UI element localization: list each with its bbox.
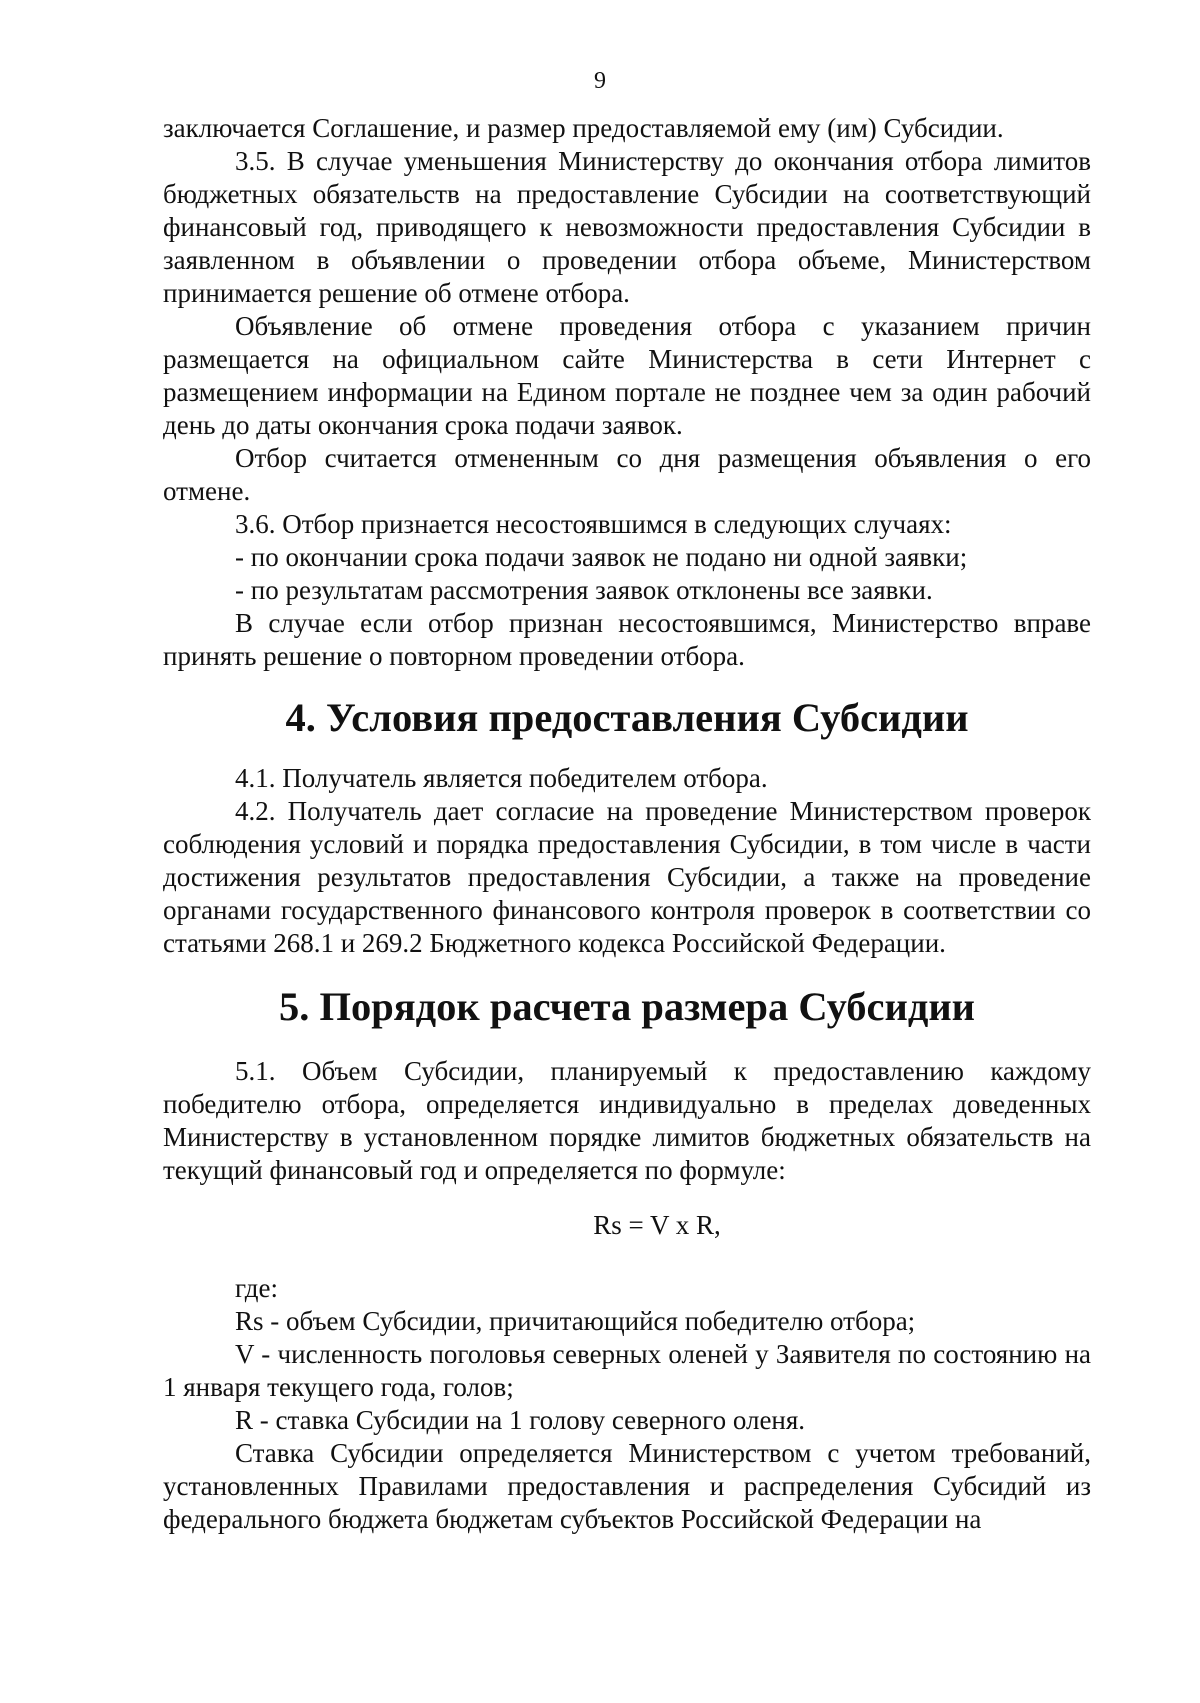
paragraph-4-2: 4.2. Получатель дает согласие на проведение Министерством проверок соблюдения условий и порядка предоставления Субсидии, в том числе в части достижения результатов предоставления Субсидии, а также на проведение органами государственного финансового контроля проверок в соответствии со статьями 268.1 и 269.2 Бюджетного кодекса Российской Федерации. bbox=[163, 796, 1091, 958]
page-content bbox=[163, 112, 1091, 1536]
section-5-heading: 5. Порядок расчета размера Субсидии bbox=[278, 984, 975, 1029]
paragraph-cancel-effective: Отбор считается отмененным со дня размещения объявления о его отмене. bbox=[163, 443, 1091, 506]
paragraph-repeat-selection: В случае если отбор признан несостоявшимся, Министерство вправе принять решение о повторном проведении отбора. bbox=[163, 608, 1091, 671]
paragraph-5-1: 5.1. Объем Субсидии, планируемый к предоставлению каждому победителю отбора, определяется индивидуально в пределах доведенных Министерству в установленном порядке лимитов бюджетных обязательств на текущий финансовый год и определяется по формуле: bbox=[163, 1056, 1091, 1185]
paragraph-cancel-announcement: Объявление об отмене проведения отбора с указанием причин размещается на официальном сайте Министерства в сети Интернет с размещением информации на Едином портале не позднее чем за один рабочий день до даты окончания срока подачи заявок. bbox=[163, 311, 1091, 440]
page-number: 9 bbox=[594, 68, 606, 94]
definition-r: R - ставка Субсидии на 1 голову северного оленя. bbox=[235, 1405, 806, 1435]
list-item-no-applications: - по окончании срока подачи заявок не подано ни одной заявки; bbox=[235, 542, 968, 572]
paragraph-3-6: 3.6. Отбор признается несостоявшимся в следующих случаях: bbox=[235, 509, 952, 539]
formula: Rs = V x R, bbox=[593, 1210, 721, 1240]
formula-where-label: где: bbox=[235, 1273, 278, 1303]
section-4-heading: 4. Условия предоставления Субсидии bbox=[285, 695, 969, 740]
paragraph-3-5: 3.5. В случае уменьшения Министерству до окончания отбора лимитов бюджетных обязательств на предоставление Субсидии на соответствующий финансовый год, приводящего к невозможности предоставления Субсидии в заявленном в объявлении о проведении отбора объеме, Министерством принимается решение об отмене отбора. bbox=[163, 146, 1091, 308]
paragraph-rate-determination: Ставка Субсидии определяется Министерством с учетом требований, установленных Правилами предоставления и распределения Субсидий из федерального бюджета бюджетам субъектов Российской Федерации на bbox=[163, 1438, 1091, 1534]
list-item-all-rejected: - по результатам рассмотрения заявок отклонены все заявки. bbox=[235, 575, 933, 605]
definition-rs: Rs - объем Субсидии, причитающийся победителю отбора; bbox=[235, 1306, 916, 1336]
paragraph-4-1: 4.1. Получатель является победителем отбора. bbox=[235, 763, 768, 793]
paragraph-continuation: заключается Соглашение, и размер предоставляемой ему (им) Субсидии. bbox=[163, 113, 1004, 143]
definition-v: V - численность поголовья северных оленей у Заявителя по состоянию на 1 января текущего года, голов; bbox=[163, 1339, 1091, 1402]
